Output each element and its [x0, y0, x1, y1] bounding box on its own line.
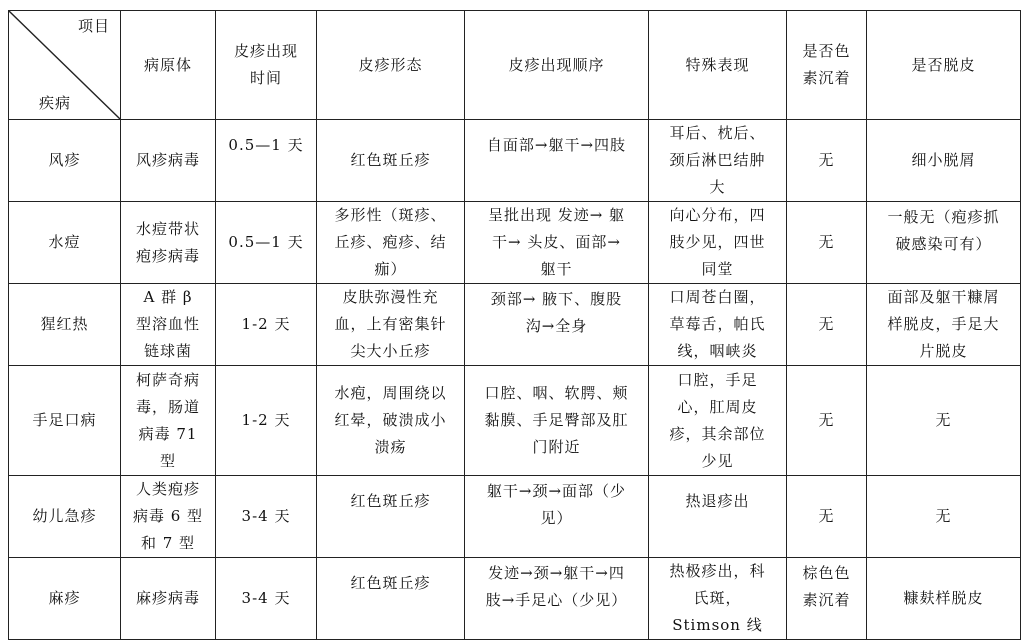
peeling-cell: 无 [867, 366, 1021, 476]
morphology-cell: 水疱，周围绕以 红晕，破溃成小 溃疡 [317, 366, 465, 476]
peeling-cell: 无 [867, 476, 1021, 558]
disease-cell: 猩红热 [9, 284, 121, 366]
pigment-cell: 无 [787, 476, 867, 558]
order-cell: 口腔、咽、软腭、颊 黏膜、手足臀部及肛 门附近 [465, 366, 649, 476]
header-row [9, 11, 1021, 120]
order-cell: 躯干→颈→面部（少 见） [465, 476, 649, 558]
pigment-cell: 无 [787, 202, 867, 284]
special-cell: 耳后、枕后、 颈后淋巴结肿 大 [649, 120, 787, 202]
disease-cell: 风疹 [9, 120, 121, 202]
time-cell: 0.5—1 天 [216, 202, 317, 284]
peeling-cell: 面部及躯干糠屑 样脱皮，手足大 片脱皮 [867, 284, 1021, 366]
disease-comparison-table [8, 10, 1021, 640]
pathogen-cell: 人类疱疹 病毒 6 型 和 7 型 [121, 476, 216, 558]
disease-cell: 幼儿急疹 [9, 476, 121, 558]
header-pathogen: 病原体 [121, 11, 216, 120]
pathogen-cell: A 群 β 型溶血性 链球菌 [121, 284, 216, 366]
corner-bottom-label: 疾病 [39, 94, 72, 112]
table-row [9, 120, 1021, 202]
corner-top-label: 项目 [77, 17, 110, 35]
morphology-cell: 红色斑丘疹 [317, 558, 465, 640]
table-row [9, 366, 1021, 476]
time-cell: 1-2 天 [216, 366, 317, 476]
order-cell: 自面部→躯干→四肢 [465, 120, 649, 202]
morphology-cell: 多形性（斑疹、 丘疹、疱疹、结 痂） [317, 202, 465, 284]
pigment-cell: 无 [787, 366, 867, 476]
peeling-cell: 一般无（疱疹抓 破感染可有） [867, 202, 1021, 284]
order-cell: 颈部→ 腋下、腹股 沟→全身 [465, 284, 649, 366]
time-cell: 0.5—1 天 [216, 120, 317, 202]
special-cell: 热退疹出 [649, 476, 787, 558]
order-cell: 呈批出现 发迹→ 躯 干→ 头皮、面部→ 躯干 [465, 202, 649, 284]
morphology-cell: 红色斑丘疹 [317, 476, 465, 558]
corner-header-cell [9, 11, 121, 120]
header-order: 皮疹出现顺序 [465, 11, 649, 120]
pathogen-cell: 麻疹病毒 [121, 558, 216, 640]
special-cell: 向心分布，四 肢少见，四世 同堂 [649, 202, 787, 284]
pathogen-cell: 风疹病毒 [121, 120, 216, 202]
special-cell: 热极疹出，科 氏斑， Stimson 线 [649, 558, 787, 640]
header-time: 皮疹出现 时间 [216, 11, 317, 120]
morphology-cell: 红色斑丘疹 [317, 120, 465, 202]
pathogen-cell: 水痘带状 疱疹病毒 [121, 202, 216, 284]
header-pigment: 是否色 素沉着 [787, 11, 867, 120]
table-row [9, 476, 1021, 558]
table-row [9, 202, 1021, 284]
morphology-cell: 皮肤弥漫性充 血，上有密集针 尖大小丘疹 [317, 284, 465, 366]
pigment-cell: 棕色色 素沉着 [787, 558, 867, 640]
peeling-cell: 细小脱屑 [867, 120, 1021, 202]
disease-cell: 水痘 [9, 202, 121, 284]
special-cell: 口周苍白圈， 草莓舌，帕氏 线，咽峡炎 [649, 284, 787, 366]
pathogen-cell: 柯萨奇病 毒，肠道 病毒 71 型 [121, 366, 216, 476]
pigment-cell: 无 [787, 120, 867, 202]
header-morphology: 皮疹形态 [317, 11, 465, 120]
time-cell: 3-4 天 [216, 476, 317, 558]
disease-cell: 麻疹 [9, 558, 121, 640]
time-cell: 3-4 天 [216, 558, 317, 640]
table-row [9, 558, 1021, 640]
table-row [9, 284, 1021, 366]
time-cell: 1-2 天 [216, 284, 317, 366]
header-special: 特殊表现 [649, 11, 787, 120]
special-cell: 口腔，手足 心，肛周皮 疹，其余部位 少见 [649, 366, 787, 476]
peeling-cell: 糠麸样脱皮 [867, 558, 1021, 640]
order-cell: 发迹→颈→躯干→四 肢→手足心（少见） [465, 558, 649, 640]
disease-cell: 手足口病 [9, 366, 121, 476]
header-peeling: 是否脱皮 [867, 11, 1021, 120]
pigment-cell: 无 [787, 284, 867, 366]
